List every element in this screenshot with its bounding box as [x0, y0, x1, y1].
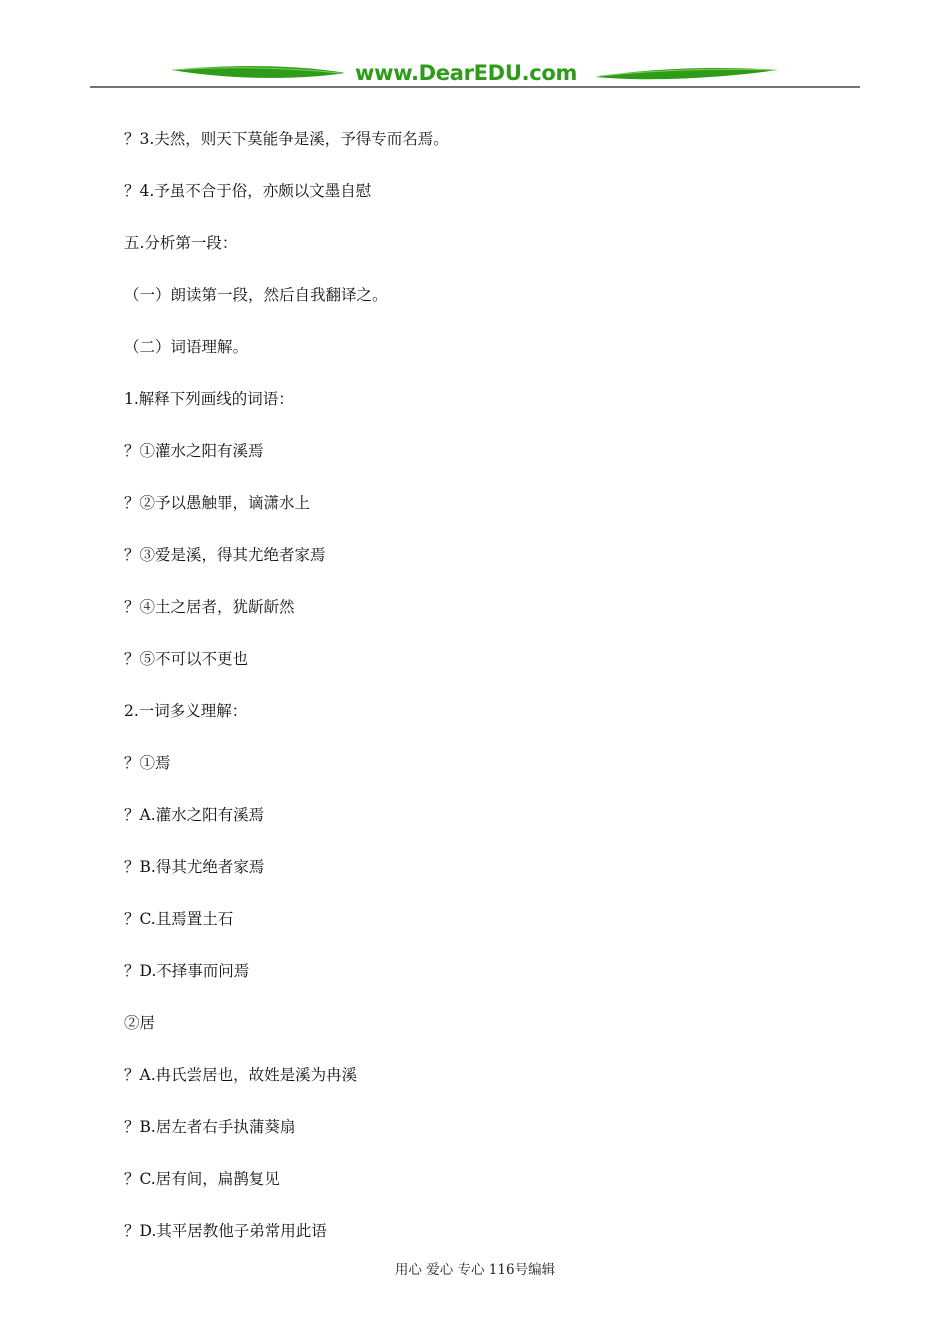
text-line: ？D.其平居教他子弟常用此语 — [124, 1222, 327, 1240]
text-line: 2.一词多义理解： — [124, 702, 248, 720]
text-line: ？④土之居者，犹龂龂然 — [124, 598, 295, 616]
text-line: ？A.灌水之阳有溪焉 — [124, 806, 265, 824]
text-line: ？⑤不可以不更也 — [124, 650, 249, 668]
text-line: ？①灌水之阳有溪焉 — [124, 442, 264, 460]
text-line: ？4.予虽不合于俗，亦颇以文墨自慰 — [124, 182, 372, 200]
text-line: ？①焉 — [124, 754, 171, 772]
text-line: （一）朗读第一段，然后自我翻译之。 — [124, 286, 388, 304]
header-banner-graphic — [0, 0, 950, 100]
text-line: ？A.冉氏尝居也，故姓是溪为冉溪 — [124, 1066, 358, 1084]
text-line: （二）词语理解。 — [124, 338, 249, 356]
section-heading: 五.分析第一段： — [124, 234, 238, 252]
text-line: 1.解释下列画线的词语： — [124, 390, 294, 408]
page-header — [0, 0, 950, 100]
text-line: ？D.不择事而问焉 — [124, 962, 250, 980]
text-line: ？C.居有间，扁鹊复见 — [124, 1170, 280, 1188]
text-line: ？3.夫然，则天下莫能争是溪，予得专而名焉。 — [124, 130, 449, 148]
document-body — [124, 126, 864, 1270]
text-line: ？②予以愚触罪，谪潇水上 — [124, 494, 311, 512]
page-footer: 用心 爱心 专心 116号编辑 — [394, 1262, 556, 1278]
site-logo: www.DearEDU.com — [355, 61, 578, 85]
text-line: ？③爱是溪，得其尤绝者家焉 — [124, 546, 326, 564]
text-line: ？B.居左者右手执蒲葵扇 — [124, 1118, 296, 1136]
text-line: ？B.得其尤绝者家焉 — [124, 858, 265, 876]
text-line: ？C.且焉置土石 — [124, 910, 234, 928]
text-line: ②居 — [124, 1014, 156, 1032]
